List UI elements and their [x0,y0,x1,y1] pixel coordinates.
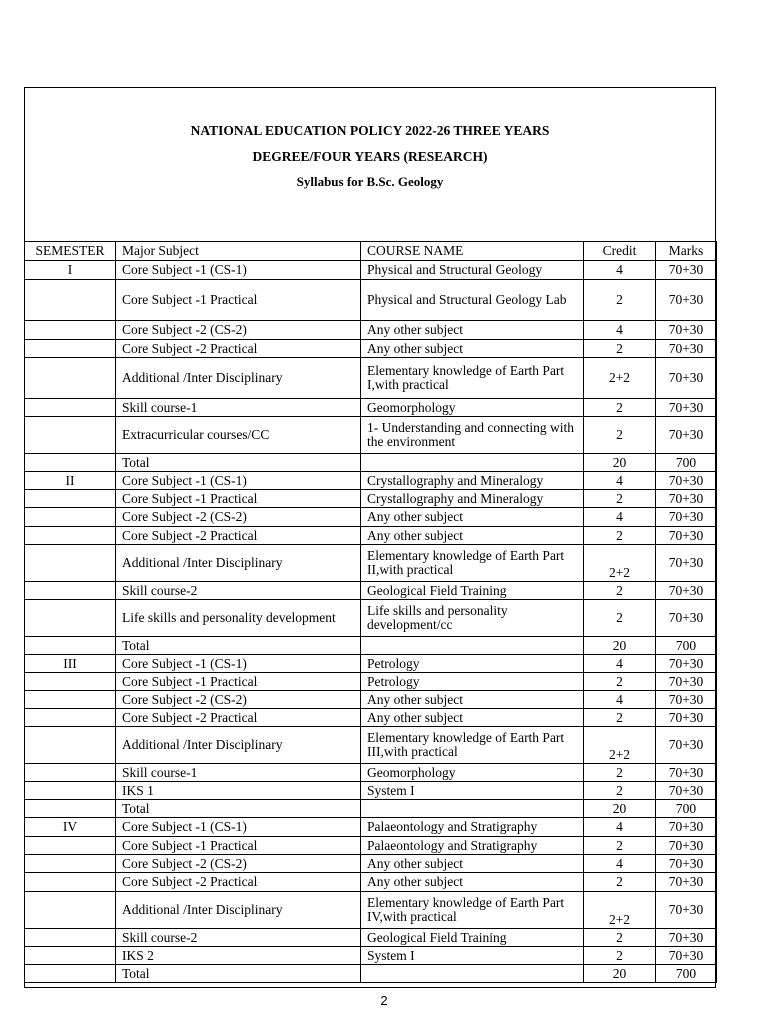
table-row [25,673,717,691]
semester-cell [25,280,116,321]
table-row [25,782,717,800]
semester-cell: IV [25,818,116,837]
marks-cell: 70+30 [656,947,717,965]
marks-cell: 70+30 [656,818,717,837]
table-body [25,261,717,983]
table-row [25,655,717,673]
major-subject-cell: Total [116,800,361,818]
table-row [25,340,717,358]
semester-cell [25,691,116,709]
course-name-cell: Crystallography and Mineralogy [361,490,584,508]
table-row [25,929,717,947]
course-name-cell: Elementary knowledge of Earth Part IV,with practical [361,892,584,929]
page-number: 2 [380,993,388,1008]
table-row [25,965,717,983]
table-row [25,508,717,527]
marks-cell: 700 [656,800,717,818]
table-row [25,818,717,837]
major-subject-cell: Core Subject -1 (CS-1) [116,655,361,673]
semester-cell [25,855,116,873]
major-subject-cell: Core Subject -2 (CS-2) [116,321,361,340]
semester-cell [25,321,116,340]
course-name-cell: Geomorphology [361,399,584,417]
credit-cell: 2 [584,490,656,508]
course-name-cell: Physical and Structural Geology [361,261,584,280]
major-subject-cell: Core Subject -2 (CS-2) [116,855,361,873]
marks-cell: 70+30 [656,655,717,673]
semester-cell [25,637,116,655]
credit-cell: 2+2 [584,358,656,399]
marks-cell: 70+30 [656,417,717,454]
semester-cell [25,508,116,527]
credit-cell: 2 [584,280,656,321]
table-row [25,280,717,321]
semester-cell [25,800,116,818]
semester-cell [25,873,116,892]
marks-cell: 70+30 [656,399,717,417]
credit-cell: 2 [584,340,656,358]
table-row [25,321,717,340]
semester-cell: III [25,655,116,673]
table-row [25,358,717,399]
course-name-cell: Elementary knowledge of Earth Part I,with practical [361,358,584,399]
major-subject-cell: Core Subject -2 Practical [116,527,361,545]
table-row [25,764,717,782]
course-name-cell [361,637,584,655]
table-row [25,417,717,454]
table-row [25,709,717,727]
table-row [25,637,717,655]
marks-cell: 70+30 [656,261,717,280]
credit-cell: 2 [584,837,656,855]
course-name-cell: Elementary knowledge of Earth Part III,with practical [361,727,584,764]
course-name-cell: Any other subject [361,508,584,527]
course-name-cell: Physical and Structural Geology Lab [361,280,584,321]
credit-cell: 4 [584,691,656,709]
semester-cell [25,837,116,855]
table-row [25,800,717,818]
major-subject-cell: Additional /Inter Disciplinary [116,545,361,582]
major-subject-cell: Skill course-2 [116,582,361,600]
semester-cell [25,947,116,965]
table-row [25,873,717,892]
table-row [25,399,717,417]
course-name-cell: Any other subject [361,873,584,892]
col-header-major-subject: Major Subject [116,242,361,261]
credit-cell: 4 [584,855,656,873]
credit-cell: 2 [584,873,656,892]
credit-cell: 4 [584,655,656,673]
course-name-cell [361,800,584,818]
course-name-cell: Any other subject [361,527,584,545]
credit-cell: 2 [584,582,656,600]
course-name-cell: Elementary knowledge of Earth Part II,with practical [361,545,584,582]
course-name-cell: Any other subject [361,321,584,340]
marks-cell: 700 [656,454,717,472]
major-subject-cell: Core Subject -1 (CS-1) [116,261,361,280]
table-row [25,600,717,637]
major-subject-cell: Core Subject -2 Practical [116,340,361,358]
credit-cell: 2+2 [584,545,656,582]
semester-cell [25,764,116,782]
marks-cell: 70+30 [656,892,717,929]
credit-cell: 2 [584,600,656,637]
semester-cell [25,929,116,947]
credit-cell: 2 [584,947,656,965]
semester-cell [25,709,116,727]
marks-cell: 70+30 [656,358,717,399]
course-name-cell: Petrology [361,655,584,673]
marks-cell: 70+30 [656,321,717,340]
col-header-marks: Marks [656,242,717,261]
course-name-cell: Any other subject [361,709,584,727]
semester-cell [25,892,116,929]
semester-cell [25,454,116,472]
marks-cell: 70+30 [656,764,717,782]
marks-cell: 70+30 [656,582,717,600]
course-name-cell: Any other subject [361,855,584,873]
major-subject-cell: Total [116,965,361,983]
major-subject-cell: Core Subject -2 (CS-2) [116,508,361,527]
table-row [25,855,717,873]
course-name-cell: Palaeontology and Stratigraphy [361,837,584,855]
course-name-cell: Life skills and personality development/cc [361,600,584,637]
major-subject-cell: IKS 1 [116,782,361,800]
course-name-cell: System I [361,782,584,800]
marks-cell: 70+30 [656,340,717,358]
title-line-2: DEGREE/FOUR YEARS (RESEARCH) [252,149,488,164]
title-line-1: NATIONAL EDUCATION POLICY 2022-26 THREE YEARS [190,123,550,138]
credit-cell: 2 [584,929,656,947]
major-subject-cell: Core Subject -1 Practical [116,280,361,321]
table-row [25,727,717,764]
marks-cell: 70+30 [656,873,717,892]
marks-cell: 70+30 [656,545,717,582]
table-row [25,490,717,508]
col-header-semester: SEMESTER [25,242,116,261]
course-name-cell: Petrology [361,673,584,691]
table-row [25,527,717,545]
course-name-cell: 1- Understanding and connecting with the environment [361,417,584,454]
major-subject-cell: Core Subject -1 (CS-1) [116,818,361,837]
credit-cell: 2 [584,417,656,454]
course-name-cell: Crystallography and Mineralogy [361,472,584,490]
semester-cell: I [25,261,116,280]
major-subject-cell: Core Subject -1 (CS-1) [116,472,361,490]
marks-cell: 700 [656,965,717,983]
credit-cell: 4 [584,261,656,280]
course-name-cell [361,454,584,472]
marks-cell: 70+30 [656,709,717,727]
major-subject-cell: Total [116,637,361,655]
semester-cell [25,340,116,358]
semester-cell [25,782,116,800]
marks-cell: 70+30 [656,490,717,508]
major-subject-cell: Core Subject -2 Practical [116,709,361,727]
marks-cell: 70+30 [656,600,717,637]
major-subject-cell: Additional /Inter Disciplinary [116,892,361,929]
semester-cell [25,965,116,983]
course-name-cell [361,965,584,983]
major-subject-cell: Additional /Inter Disciplinary [116,727,361,764]
table-row [25,892,717,929]
major-subject-cell: Skill course-1 [116,764,361,782]
semester-cell [25,527,116,545]
major-subject-cell: Total [116,454,361,472]
marks-cell: 70+30 [656,782,717,800]
semester-cell [25,545,116,582]
syllabus-table [24,241,717,983]
semester-cell [25,399,116,417]
credit-cell: 20 [584,637,656,655]
major-subject-cell: Core Subject -1 Practical [116,673,361,691]
credit-cell: 4 [584,321,656,340]
credit-cell: 2+2 [584,892,656,929]
subtitle: Syllabus for B.Sc. Geology [296,174,444,189]
major-subject-cell: Life skills and personality development [116,600,361,637]
course-name-cell: Geological Field Training [361,929,584,947]
credit-cell: 4 [584,508,656,527]
course-name-cell: Geological Field Training [361,582,584,600]
semester-cell: II [25,472,116,490]
col-header-credit: Credit [584,242,656,261]
table-row [25,691,717,709]
credit-cell: 20 [584,800,656,818]
major-subject-cell: Core Subject -1 Practical [116,490,361,508]
credit-cell: 2 [584,709,656,727]
major-subject-cell: Core Subject -1 Practical [116,837,361,855]
semester-cell [25,673,116,691]
credit-cell: 20 [584,454,656,472]
credit-cell: 2 [584,673,656,691]
marks-cell: 70+30 [656,527,717,545]
major-subject-cell: Core Subject -2 Practical [116,873,361,892]
credit-cell: 2 [584,782,656,800]
credit-cell: 2+2 [584,727,656,764]
major-subject-cell: IKS 2 [116,947,361,965]
semester-cell [25,490,116,508]
course-name-cell: System I [361,947,584,965]
major-subject-cell: Additional /Inter Disciplinary [116,358,361,399]
semester-cell [25,417,116,454]
marks-cell: 70+30 [656,929,717,947]
marks-cell: 700 [656,637,717,655]
marks-cell: 70+30 [656,855,717,873]
col-header-course-name: COURSE NAME [361,242,584,261]
major-subject-cell: Skill course-2 [116,929,361,947]
semester-cell [25,600,116,637]
semester-cell [25,358,116,399]
major-subject-cell: Extracurricular courses/CC [116,417,361,454]
table-row [25,454,717,472]
table-row [25,582,717,600]
table-header-row [25,242,717,261]
marks-cell: 70+30 [656,508,717,527]
table-row [25,837,717,855]
credit-cell: 2 [584,764,656,782]
table-row [25,472,717,490]
marks-cell: 70+30 [656,673,717,691]
course-name-cell: Geomorphology [361,764,584,782]
marks-cell: 70+30 [656,280,717,321]
credit-cell: 4 [584,472,656,490]
table-row [25,261,717,280]
major-subject-cell: Skill course-1 [116,399,361,417]
course-name-cell: Palaeontology and Stratigraphy [361,818,584,837]
credit-cell: 2 [584,527,656,545]
marks-cell: 70+30 [656,691,717,709]
marks-cell: 70+30 [656,727,717,764]
table-row [25,947,717,965]
major-subject-cell: Core Subject -2 (CS-2) [116,691,361,709]
table-row [25,545,717,582]
semester-cell [25,582,116,600]
credit-cell: 2 [584,399,656,417]
semester-cell [25,727,116,764]
credit-cell: 4 [584,818,656,837]
credit-cell: 20 [584,965,656,983]
course-name-cell: Any other subject [361,340,584,358]
marks-cell: 70+30 [656,472,717,490]
course-name-cell: Any other subject [361,691,584,709]
marks-cell: 70+30 [656,837,717,855]
